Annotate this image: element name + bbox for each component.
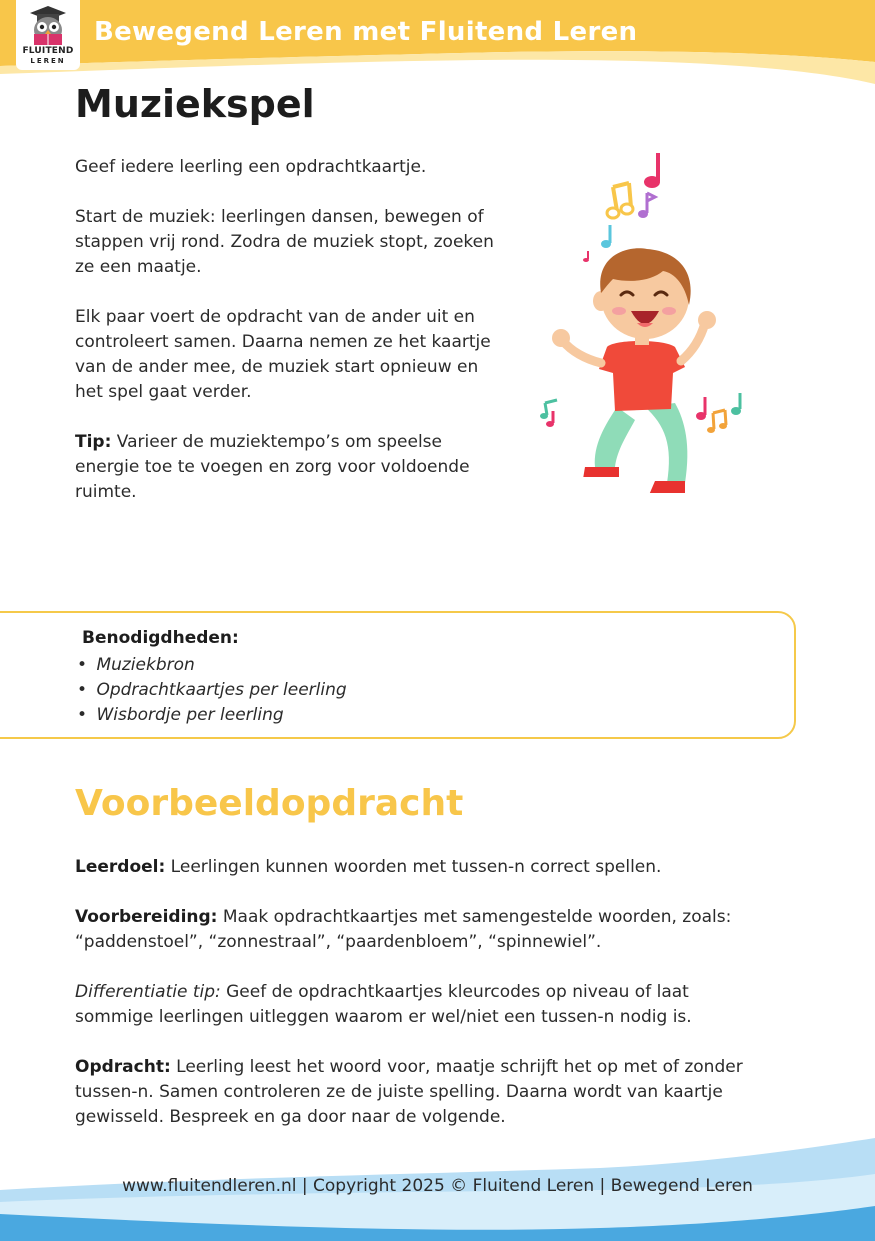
music-note-icon [583, 251, 589, 262]
prep-text: Maak opdrachtkaartjes met samengestelde woorden, zoals: “paddenstoel”, “zonnestraal”, “paardenbloem”, “spinnewiel”. [75, 907, 732, 952]
header-banner [0, 0, 875, 90]
tip-paragraph [75, 430, 505, 505]
diff-label: Differentiatie tip: [75, 982, 221, 1002]
task-paragraph [75, 1055, 795, 1130]
prep-label: Voorbereiding: [75, 907, 218, 927]
music-note-icon [601, 225, 611, 248]
list-item: • Muziekbron [77, 653, 347, 678]
page-title: Muziekspel [75, 82, 315, 126]
footer-text: www.fluitendleren.nl | Copyright 2025 © Fluitend Leren | Bewegend Leren [122, 1176, 753, 1196]
supplies-box [0, 611, 796, 739]
music-note-icon [638, 193, 655, 218]
paragraph: Geef iedere leerling een opdrachtkaartje. [75, 157, 427, 177]
music-note-icon [607, 183, 633, 218]
logo-subtext: LEREN [30, 57, 66, 65]
list-item: • Wisbordje per leerling [77, 703, 347, 728]
logo [16, 0, 80, 70]
dancing-child-illustration [535, 145, 765, 515]
prep-paragraph [75, 905, 785, 955]
music-note-icon [696, 393, 741, 433]
task-label: Opdracht: [75, 1057, 171, 1077]
header-title: Bewegend Leren met Fluitend Leren [94, 17, 638, 47]
tip-text: Varieer de muziektempo’s om speelse energie toe te voegen en zorg voor voldoende ruimte. [75, 432, 470, 502]
intro-text [75, 155, 525, 530]
list-item: • Opdrachtkaartjes per leerling [77, 678, 347, 703]
diff-text: Geef de opdrachtkaartjes kleurcodes op niveau of laat sommige leerlingen uitleggen waarom er wel/niet een tussen-n nodig is. [75, 982, 692, 1027]
music-note-icon [540, 400, 557, 427]
example-text [75, 855, 805, 1155]
goal-paragraph [75, 855, 805, 880]
paragraph: Start de muziek: leerlingen dansen, bewegen of stappen vrij rond. Zodra de muziek stopt, zoeken ze een maatje. [75, 207, 494, 277]
supplies-heading: Benodigdheden: [82, 628, 239, 648]
supplies-list [77, 653, 347, 728]
task-text: Leerling leest het woord voor, maatje schrijft het op met of zonder tussen-n. Samen controleren ze de juiste spelling. Daarna wordt van kaartje gewisseld. Bespreek en ga door naar de volgende. [75, 1057, 743, 1127]
logo-text: FLUITEND [22, 46, 74, 56]
tip-label: Tip: [75, 432, 112, 452]
goal-text: Leerlingen kunnen woorden met tussen-n correct spellen. [165, 857, 662, 877]
diff-paragraph [75, 980, 755, 1030]
music-note-icon [644, 153, 660, 188]
paragraph: Elk paar voert de opdracht van de ander uit en controleert samen. Daarna nemen ze het kaartje van de ander mee, de muziek start opnieuw en het spel gaat verder. [75, 307, 491, 402]
owl-icon [28, 4, 68, 48]
goal-label: Leerdoel: [75, 857, 166, 877]
section-title: Voorbeeldopdracht [75, 783, 464, 824]
